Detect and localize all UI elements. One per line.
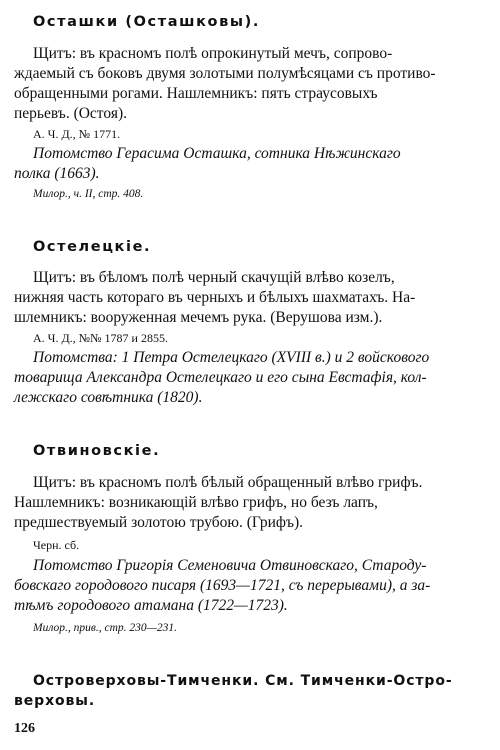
lineage-note: Потомство Герасима Осташка, сотника Нѣжинскаго bbox=[33, 145, 401, 162]
entry-text-line: Щитъ: въ красномъ полѣ бѣлый обращенный влѣво грифъ. bbox=[33, 474, 423, 491]
entry-text-line: Щитъ: въ красномъ полѣ опрокинутый мечъ, сопрово- bbox=[33, 45, 393, 62]
cross-reference: Островерховы-Тимченки. См. Тимченки-Остро- bbox=[33, 673, 453, 689]
lineage-note: тѣмъ городового атамана (1722—1723). bbox=[14, 597, 288, 614]
lineage-note: полка (1663). bbox=[14, 165, 100, 182]
lineage-note: Потомство Григорія Семеновича Отвиновскаго, Староду- bbox=[33, 557, 427, 574]
source-reference: Милор., ч. II, стр. 408. bbox=[33, 188, 144, 200]
cross-reference: верховы. bbox=[14, 693, 96, 709]
lineage-note: Потомства: 1 Петра Остелецкаго (XVIII в.) и 2 войскового bbox=[33, 349, 430, 366]
entry-text-line: предшествуемый золотою трубою. (Грифъ). bbox=[14, 514, 304, 531]
archive-reference: А. Ч. Д., №№ 1787 и 2855. bbox=[33, 331, 168, 345]
entry-text-line: перьевъ. (Остоя). bbox=[14, 105, 127, 122]
lineage-note: лежскаго совѣтника (1820). bbox=[14, 389, 203, 406]
entry-text-line: обращенными рогами. Нашлемникъ: пять страусовыхъ bbox=[14, 85, 378, 102]
lineage-note: бовскаго городового писаря (1693—1721, съ перерывами), а за- bbox=[14, 577, 431, 594]
entry-text-line: нижняя часть котораго въ черныхъ и бѣлыхъ шахматахъ. На- bbox=[14, 289, 416, 306]
entry-title: Осташки (Осташковы). bbox=[33, 14, 260, 30]
archive-reference: Черн. сб. bbox=[33, 538, 80, 552]
lineage-note: товарища Александра Остелецкаго и его сына Евстафія, кол- bbox=[14, 369, 427, 386]
page-number: 126 bbox=[14, 721, 35, 736]
entry-text-line: Нашлемникъ: возникающій влѣво грифъ, но безъ лапъ, bbox=[14, 494, 378, 511]
entry-text-line: Щитъ: въ бѣломъ полѣ черный скачущій влѣво козелъ, bbox=[33, 269, 395, 286]
source-reference: Милор., прив., стр. 230—231. bbox=[33, 622, 177, 634]
archive-reference: А. Ч. Д., № 1771. bbox=[33, 127, 121, 141]
entry-text-line: ждаемый съ боковъ двумя золотыми полумѣсяцами съ противо- bbox=[14, 65, 436, 82]
entry-title: Остелецкіе. bbox=[33, 239, 152, 255]
entry-text-line: шлемникъ: вооруженная мечемъ рука. (Верушова изм.). bbox=[14, 309, 383, 326]
entry-title: Отвиновскіе. bbox=[33, 443, 161, 459]
